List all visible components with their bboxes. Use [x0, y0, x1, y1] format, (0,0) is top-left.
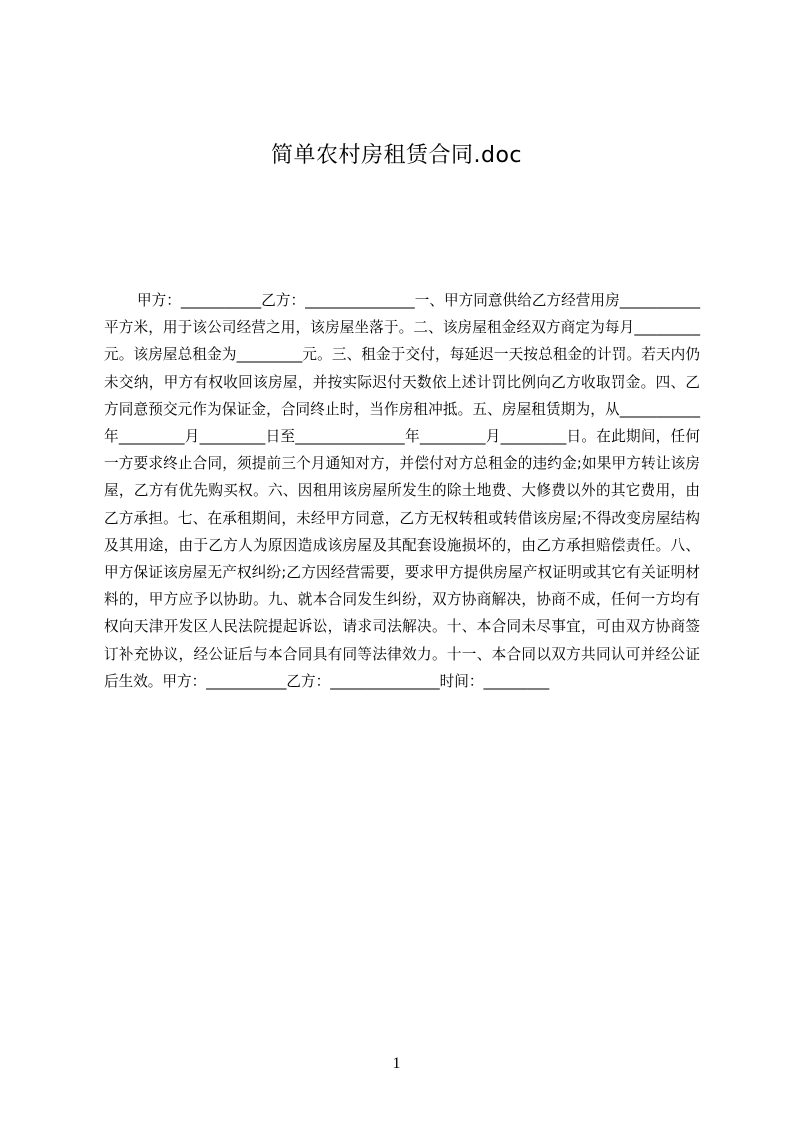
page-number: 1 [392, 1055, 401, 1072]
contract-body-text: 甲方：___________乙方：_______________一、甲方同意供给乙方经营用房___________平方米，用于该公司经营之用，该房屋坐落于。二、该房屋租金经双方商定为每月_________元。该房屋总租金为_________元。三、租金于交付，每延迟一天按总租金的计罚。若天内仍未交纳，甲方有权收回该房屋，并按实际迟付天数依上述计罚比例向乙方收取罚金。四、乙方同意预交元作为保证金，合同终止时，当作房租冲抵。五、房屋租赁期为，从___________年_________月_________日至_______________年_________月_________日。在此期间，任何一方要求终止合同，须提前三个月通知对方，并偿付对方总租金的违约金;如果甲方转让该房屋，乙方有优先购买权。六、因租用该房屋所发生的除土地费、大修费以外的其它费用，由乙方承担。七、在承租期间，未经甲方同意，乙方无权转租或转借该房屋;不得改变房屋结构及其用途，由于乙方人为原因造成该房屋及其配套设施损坏的，由乙方承担赔偿责任。八、甲方保证该房屋无产权纠纷;乙方因经营需要，要求甲方提供房屋产权证明或其它有关证明材料的，甲方应予以协助。九、就本合同发生纠纷，双方协商解决，协商不成，任何一方均有权向天津开发区人民法院提起诉讼，请求司法解决。十、本合同未尽事宜，可由双方协商签订补充协议，经公证后与本合同具有同等法律效力。十一、本合同以双方共同认可并经公证后生效。甲方：___________乙方：_______________时间：_________ [104, 292, 700, 690]
document-title: 简单农村房租赁合同.doc [270, 143, 522, 168]
